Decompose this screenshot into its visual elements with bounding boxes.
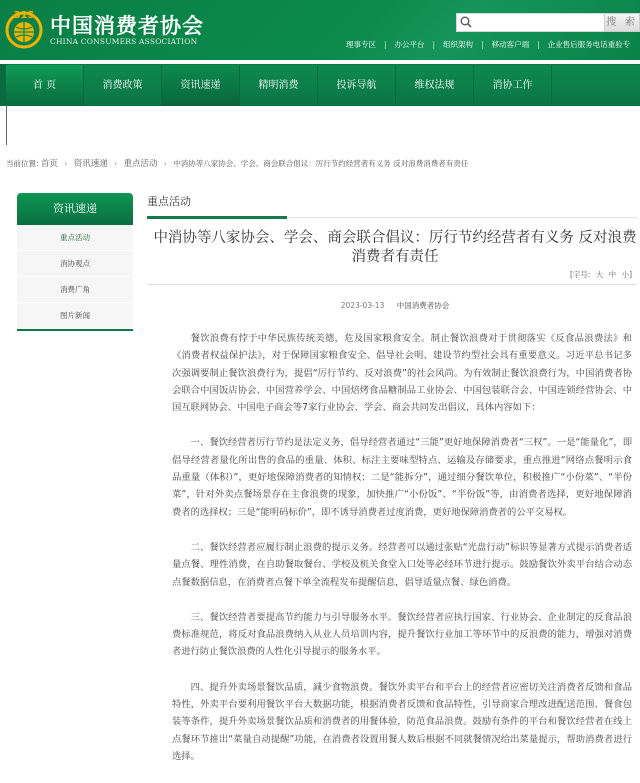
divider: | [537, 40, 540, 49]
sidebar-item-photo-news[interactable]: 图片新闻 [17, 303, 133, 329]
font-size-large[interactable]: 大 [595, 270, 604, 279]
sidebar-item-consumption-angle[interactable]: 消费广角 [17, 277, 133, 303]
top-links [346, 39, 630, 50]
font-size-small[interactable]: 小 [621, 270, 630, 279]
divider: | [384, 40, 387, 49]
site-logo-title[interactable]: 中国消费者协会 [50, 14, 204, 38]
article-body [172, 330, 632, 783]
breadcrumb-prefix: 当前位置: [6, 159, 39, 168]
nav-item-smart-consumption[interactable]: 精明消费 [240, 65, 318, 106]
nav-item-association-work[interactable]: 消协工作 [474, 65, 552, 106]
breadcrumb-current: 中消协等八家协会、学会、商会联合倡议：厉行节约经营者有义务 反对浪费消费者有责任 [173, 159, 469, 168]
chevron-right-icon: › [163, 159, 167, 168]
chevron-right-icon: › [64, 159, 68, 168]
breadcrumb [6, 157, 468, 169]
nav-item-rights-law[interactable]: 维权法规 [396, 65, 474, 106]
font-size-medium[interactable]: 中 [608, 270, 617, 279]
nav-item-news-express[interactable]: 资讯速递 [162, 65, 240, 106]
nav-item-consumer-policy[interactable]: 消费政策 [84, 65, 162, 106]
font-size-label: [字号: [569, 270, 591, 279]
sidebar-title[interactable]: 资讯速递 [17, 193, 133, 225]
article-paragraph: 四、提升外卖场景餐饮品质，减少食物浪费。餐饮外卖平台和平台上的经营者应密切关注消费者反馈和食品特性，外卖平台要利用餐饮平台大数据功能，根据消费者反馈和食品特性，引导商家合理改进配送范围、餐食包装等条件，提升外卖场景餐饮品质和消费者的用餐体验，防范食品浪费。鼓励有条件的平台和餐饮经营者在线上点餐环节推出“菜量自动提醒”功能，在消费者设置用餐人数后根据不同就餐情况给出菜量提示，帮助消费者进行选择。 [172, 681, 632, 762]
top-link-council[interactable]: 理事专区 [346, 40, 376, 49]
section-underline [147, 216, 287, 219]
breadcrumb-key-activities[interactable]: 重点活动 [123, 159, 158, 169]
divider: | [481, 40, 484, 49]
article-meta [150, 300, 640, 311]
search-button[interactable]: 搜 索 [604, 13, 640, 32]
sidebar-item-key-activities[interactable]: 重点活动 [17, 225, 133, 251]
article-paragraph: 二、餐饮经营者应履行制止浪费的提示义务。经营者可以通过张贴“光盘行动”标识等显著方式提示消费者适量点餐、理性消费，在自助餐取餐台、学校及机关食堂入口处等必经环节进行提示。鼓励餐饮外卖平台结合动态点餐数据信息，在消费者点餐下单全流程发布提醒信息，倡导适量点餐、绿色消费。 [172, 541, 632, 588]
section-title: 重点活动 [147, 195, 191, 208]
divider: | [432, 40, 436, 49]
nav-left-strip [0, 64, 6, 105]
sidebar-item-association-views[interactable]: 消协观点 [17, 251, 133, 277]
search-input[interactable] [475, 14, 601, 30]
svg-text:315: 315 [13, 10, 35, 21]
divider [17, 329, 133, 331]
search-icon [460, 16, 472, 28]
top-link-office[interactable]: 办公平台 [394, 40, 425, 49]
divider [287, 217, 637, 218]
article-source: 中国消费者协会 [396, 301, 450, 310]
article-date: 2023-03-13 [340, 301, 385, 310]
cca-315-logo-icon[interactable] [4, 6, 44, 50]
chevron-right-icon: › [114, 159, 118, 168]
site-logo-subtitle: CHINA CONSUMERS ASSOCIATION [50, 37, 198, 46]
font-size-close: ] [629, 270, 632, 279]
main-nav [0, 64, 640, 106]
nav-item-complaint-guide[interactable]: 投诉导航 [318, 65, 396, 106]
sidebar [17, 193, 133, 331]
nav-item-home[interactable]: 首 页 [6, 65, 84, 106]
font-size-switcher [570, 269, 632, 280]
breadcrumb-news-express[interactable]: 资讯速递 [73, 159, 108, 169]
search-box [456, 13, 606, 32]
divider [6, 105, 7, 145]
article-paragraph: 三、餐饮经营者要提高节约能力与引导服务水平。餐饮经营者应执行国家、行业协会、企业制定的反食品浪费标准规范，将反对食品浪费纳入从业人员培训内容，提升餐饮行业加工等环节中的反浪费的能力，增强对消费者进行防止餐饮浪费的人性化引导提示的服务水平。 [172, 611, 632, 658]
site-header [0, 0, 640, 60]
breadcrumb-home[interactable]: 首页 [40, 159, 58, 169]
divider [147, 284, 637, 285]
article-title: 中消协等八家协会、学会、商会联合倡议：厉行节约经营者有义务 反对浪费消费者有责任 [153, 230, 637, 265]
article-paragraph: 一、餐饮经营者厉行节约是法定义务，倡导经营者通过“三能”更好地保障消费者“三权”。一是“能量化”，即倡导经营者量化所出售的食品的重量、体积、标注主要味型特点、运输及存储要求，重点推进“网络点餐明示食品重量（体积）”，更好地保障消费者的知情权；二是“能拆分”，通过细分餐饮单位，积极推广“小份菜”、“半份菜”，针对外卖点餐场景存在主食浪费的现象，加快推广“小份饭”、“半份饭”等，由消费者选择，更好地保障消费者的选择权；三是“能明码标价”，即不诱导消费者过度消费，更好地保障消费者的公平交易权。 [172, 437, 632, 518]
article-paragraph: 餐饮浪费有悖于中华民族传统美德，危及国家粮食安全。制止餐饮浪费对于贯彻落实《反食品浪费法》和《消费者权益保护法》，对于保障国家粮食安全、倡导社会明、建设节约型社会具有重要意义。习近平总书记多次强调要制止餐饮浪费行为，提倡“厉行节约、反对浪费”的社会风尚。为有效制止餐饮浪费行为，中国消费者协会联合中国饭店协会、中国营养学会、中国焙烤食品糖制品工业协会、中国包装联合会、中国连锁经营协会、中国互联网协会、中国电子商会等7家行业协会、学会、商会共同发出倡议，具体内容如下： [172, 333, 632, 414]
top-link-mobile-client[interactable]: 移动客户端 [491, 40, 530, 49]
top-link-organization[interactable]: 组织架构 [443, 40, 474, 49]
top-link-aftersales-hotline[interactable]: 企业售后服务电话重验专 [547, 40, 631, 49]
